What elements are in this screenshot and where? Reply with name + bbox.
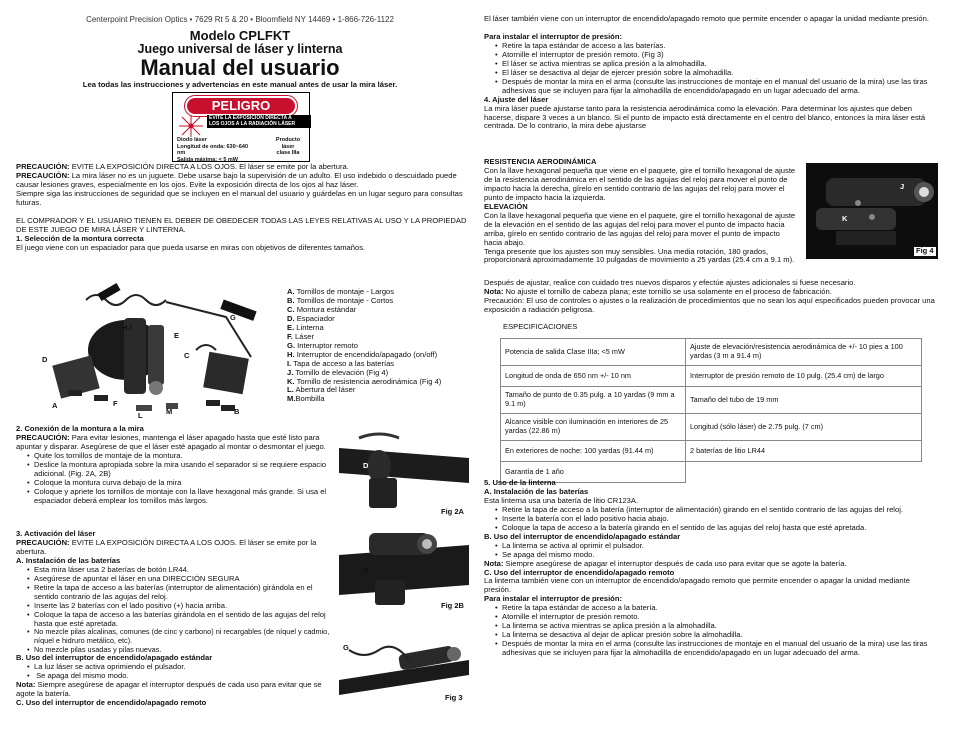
callout-D: D [42,355,48,364]
list-item: • Coloque la montura curva debajo de la mira [16,479,336,488]
table-row [501,414,922,441]
company-line: Centerpoint Precision Optics • 7629 Rt 5 & 20 • Bloomfield NY 14469 • 1-866-726-1122 [86,15,394,24]
note-text: Siempre asegúrese de apagar el interruptor después de cada uso para evitar que se agote la batería. [16,680,322,699]
part-item: M.Bombilla [287,394,325,404]
section-3-caution-text: EVITE LA EXPOSICIÓN DIRECTA A LOS OJOS. El láser se emite por la abertura. [16,537,317,556]
list-item: • El láser se activa mientras se aplica presión a la almohadilla. [484,60,939,69]
label-clase: clase IIIa [276,150,300,157]
caution-controls: Precaución: El uso de controles o ajustes o la realización de procedimientos que no sean los aquí especificados pueden provocar una exposición a radiación peligrosa. [484,295,935,314]
note-label: Nota: [16,680,36,690]
page-title: Manual del usuario [140,55,340,80]
adjust-text-wide [484,279,939,315]
fig-4-photo [806,163,938,259]
section-5c-text: La linterna también viene con un interruptor de encendido/apagado remoto que permite encender o apagar la unidad mediante presión. [484,576,910,595]
spec-cell: Tamaño de punto de 0.35 pulg. a 10 yardas (9 mm a 9.1 m) [501,387,686,414]
fig-2a-photo [339,428,469,520]
list-item: • No mezcle pilas alcalinas, comunes (de cinc y carbono) ni recargables (de níquel y cadmio, níquel e hidruro metálico, etc). [16,628,336,645]
press-title: Para instalar el interruptor de presión: [484,31,622,41]
section-5b-title: B. Uso del interruptor de encendido/apagado estándar [484,531,681,541]
section-3 [16,530,336,708]
note-text-2: Siempre asegúrese de apagar el interruptor después de cada uso para evitar que se agote la batería. [503,558,847,568]
part-item: F. Láser [287,331,315,341]
press2-title: Para instalar el interruptor de presión: [484,594,622,604]
list-item: • Asegúrese de apuntar el láser en una DIRECCIÓN SEGURA [16,575,336,584]
elevation-title: ELEVACIÓN [484,201,528,211]
section-3-title: 3. Activación del láser [16,529,96,538]
section-4-text: La mira láser puede ajustarse tanto para la resistencia aerodinámica como la elevación. Para determinar los ajustes que deben hacerse, dispare 3 veces a un blanco. Si el punto de impacto está directamente en el centro del blanco, entonces la mira láser está centrada. De lo contrario, la mira debe ajustarse [484,103,926,131]
windage-title: RESISTENCIA AERODINÁMICA [484,157,597,166]
section-2-title: 2. Conexión de la montura a la mira [16,424,144,433]
adjust-text [484,158,796,265]
part-item: E. Linterna [287,322,324,332]
list-item: • La linterna se activa mientras se aplica presión a la almohadilla. [484,622,939,631]
laser-starburst-icon [177,114,205,138]
list-item: • La linterna se activa al oprimir el pulsador. [484,542,939,551]
section-5a-text: Esta linterna usa una batería de litio CR123A. [484,495,639,505]
peligro-badge: PELIGRO [185,96,297,116]
list-item: • Atornille el interruptor de presión remoto. (Fig 3) [484,51,939,60]
note-text: No ajuste el tornillo de cabeza plana; este tornillo se usa solamente en el proceso de fabricación. [503,286,832,296]
elevation-text: Con la llave hexagonal pequeña que viene en el paquete, gire el tornillo hexagonal de ajuste de la elevación en el sentido de las agujas del reloj para mover el punto de impacto hacia arriba, gírelo en sentido contrario de las agujas del reloj para mover el punto de impacto hacia abajo. [484,210,796,247]
part-item: L. Abertura del láser [287,385,356,395]
list-item: • Coloque la tapa de acceso a las baterías girándola en el sentido de las agujas del reloj hasta que esté apretada. [16,611,336,629]
fig-3-label: Fig 3 [445,693,463,702]
spec-cell: En exteriores de noche: 100 yardas (91.44 m) [501,441,686,462]
section-2-caution-text: Para evitar lesiones, mantenga el láser apagado hasta que esté listo para apuntar y disparar. Asegúrese de que el láser esté apagado al montar o desmontar el juego. [16,432,326,451]
fig-4-callout-k: K [842,214,848,223]
list-item: • Atornille el interruptor de presión remoto. [484,613,939,622]
list-item: • Retire la tapa estándar de acceso a las baterías. [484,42,939,51]
part-item: H. Interruptor de encendido/apagado (on/off) [287,349,438,359]
spec-cell: Longitud (sólo láser) de 2.75 pulg. (7 cm) [686,414,922,441]
list-item: • La linterna se desactiva al dejar de aplicar presión sobre la almohadilla. [484,631,939,640]
after-adjust: Después de ajustar, realice con cuidado tres nuevos disparos y efectúe ajustes adicionales si fuese necesario. [484,278,856,287]
table-row [501,441,922,462]
list-item: • El láser se desactiva al dejar de ejercer presión sobre la almohadilla. [484,69,939,78]
section-3b-title: B. Uso del interruptor de encendido/apagado estándar [16,653,213,663]
part-item: J. Tornillo de elevación (Fig 4) [287,367,389,377]
table-row [501,339,922,366]
label-diodo: Diodo láser [177,137,207,143]
list-item: • Retire la tapa estándar de acceso a la batería. [484,604,939,613]
parts-list [287,288,467,404]
fig-2b-photo [339,525,469,613]
section-1-title: 1. Selección de la montura correcta [16,233,144,243]
caution-text-2: La mira láser no es un juguete. Debe usarse bajo la supervisión de un adulto. El uso indebido o descuidado puede causar lesiones graves, especialmente en los ojos. Evite la exposición directa de los ojos al haz láser. [16,170,457,189]
spec-cell: Alcance visible con iluminación en interiores de 25 yardas (22.86 m) [501,414,686,441]
spec-cell: Potencia de salida Clase IIIa; <5 mW [501,339,686,366]
caution-text-1: EVITE LA EXPOSICIÓN DIRECTA A LOS OJOS. El láser se emite por la abertura. [69,162,349,171]
list-item: • No mezcle pilas usadas y pilas nuevas. [16,646,336,655]
callout-A: A [52,401,58,410]
spec-cell: Longitud de onda de 650 nm +/- 10 nm [501,366,686,387]
spec-cell: Garantía de 1 año [501,462,686,483]
windage-text: Con la llave hexagonal pequeña que viene en el paquete, gire el tornillo hexagonal de ajuste de la resistencia aerodinámica en el sentido de las agujas del reloj para mover el punto de impacto hacia la derecha, gírelo en sentido contrario de las agujas del reloj para mover el punto de impacto hacia la izquierda. [484,165,796,202]
table-row [501,387,922,414]
list-item: • Inserte la batería con el lado positivo hacia abajo. [484,515,939,524]
fig-3-callout-g: G [343,643,349,652]
label-line-2: LOS OJOS A LA RADIACIÓN LÁSER [209,120,296,127]
section-2-caution-label: PRECAUCIÓN: [16,432,70,442]
callout-L: L [138,411,143,420]
caution-label-2: PRECAUCIÓN: [16,170,70,180]
table-row [501,366,922,387]
right-top [484,15,939,131]
caution-label-1: PRECAUCIÓN: [16,162,70,171]
part-item: K. Tornillo de resistencia aerodinámica (Fig 4) [287,376,442,386]
fig-2b-label: Fig 2B [441,601,464,610]
note-label-2: Nota: [484,558,504,568]
read-warning: Lea todas las instrucciones y advertencias en este manual antes de usar la mira láser. [82,80,398,89]
note-label: Nota: [484,286,504,296]
label-salida: Salida máxima: < 5 mW [177,156,238,163]
fig-4-callout-j: J [900,182,905,191]
section-3-caution-label: PRECAUCIÓN: [16,537,70,547]
callout-B: B [234,407,240,416]
fig-2a-label: Fig 2A [441,507,464,516]
model-title: Modelo CPLFKT [189,28,291,43]
part-item: A. Tornillos de montaje - Largos [287,287,395,296]
list-item: • Retire la tapa de acceso a la batería (interruptor de alimentación) girando en el sentido contrario de las agujas del reloj. [484,506,939,515]
part-item: G. Interruptor remoto [287,340,358,350]
callout-F: F [113,399,118,408]
list-item: • Coloque la tapa de acceso a la batería girando en el sentido de las agujas del reloj hasta que esté apretada. [484,524,939,533]
list-item: • Esta mira láser usa 2 baterías de botón LR44. [16,566,336,575]
label-laser: láser [281,143,295,150]
spec-cell: 2 baterías de litio LR44 [686,441,922,462]
label-longitud: Longitud de onda: 630~640 nm [177,143,249,157]
list-item: • Inserte las 2 baterías con el lado positivo (+) hacia arriba. [16,602,336,611]
section-2 [16,425,336,506]
parts-photo [16,270,282,422]
left-intro [16,163,469,253]
part-item: D. Espaciador [287,313,335,323]
list-item: • La luz láser se activa oprimiendo el pulsador. [16,663,336,672]
callout-HI: H,I [122,323,132,332]
section-5-title: 5. Uso de la linterna [484,478,556,487]
fig-4-label: Fig 4 [916,246,934,255]
spec-cell: Ajuste de elevación/resistencia aerodinámica de +/- 10 pies a 100 yardas (3 m a 91.4 m) [686,339,922,366]
subtitle: Juego universal de láser y linterna [137,42,343,56]
label-producto: Producto [275,137,301,143]
list-item: • Deslice la montura apropiada sobre la mira usando el separador si se requiere espacio adicional. (Fig. 2A, 2B) [16,461,336,479]
section-3a-title: A. Instalación de las baterías [16,555,121,565]
callout-E: E [174,331,180,340]
section-3c-title: C. Uso del interruptor de encendido/apagado remoto [16,698,207,708]
section-1-text: El juego viene con un espaciador para que pueda usarse en miras con objetivos de diferentes tamaños. [16,242,366,252]
danger-label [172,92,310,162]
always-follow: Siempre siga las instrucciones de seguridad que se incluyen en el manual del usuario y guárdelas en un lugar seguro para consultas futuras. [16,188,463,207]
fig-2a-callout-d: D [363,461,369,470]
part-item: C. Montura estándar [287,304,357,314]
buyer-duty: EL COMPRADOR Y EL USUARIO TIENEN EL DEBER DE OBEDECER TODAS LAS LEYES RELATIVAS AL USO Y LA PROPIEDAD DE ESTE JUEGO DE MIRA LÁSER Y LINTERNA. [16,215,467,234]
part-item: B. Tornillos de montaje - Cortos [287,295,394,305]
callout-G: G [230,313,236,322]
section-5 [484,479,939,658]
list-item: • Quite los tornillos de montaje de la montura. [16,452,336,461]
fig-2b-callout-d: D [363,566,369,575]
list-item: • Se apaga del mismo modo. [16,672,336,681]
remote-intro: El láser también viene con un interruptor de encendido/apagado remoto que permite encender o apagar la unidad mediante presión. [484,14,929,23]
label-line-1: EVITE LA EXPOSICIÓN DIRECTA A [209,115,292,121]
callout-C: C [184,351,190,360]
list-item: • Coloque y apriete los tornillos de montaje con la llave hexagonal más grande. Si usa el espaciador deberá emplear los tornillos más largos. [16,488,336,506]
fig-3-photo [339,630,469,706]
sensitivity-note: Tenga presente que los ajustes son muy sensibles. Una media rotación, 180 grados, proporcionará aproximadamente 10 pulgadas de movimiento a 25 yardas (25.4 cm a 9.1 m). [484,246,795,265]
list-item: • Retire la tapa de acceso a las baterías (interruptor de alimentación) girándola en el sentido contrario de las agujas del reloj. [16,584,336,602]
list-item: • Después de montar la mira en el arma (consulte las instrucciones de montaje en el manual del usuario de la mira) use las tiras adhesivas que se incluyen para fijar la almohadilla de encendido/apagado en un lugar adecuado del arma. [484,78,939,96]
spec-cell: Interruptor de presión remoto de 10 pulg. (25.4 cm) de largo [686,366,922,387]
list-item: • Se apaga del mismo modo. [484,551,939,560]
spec-title: ESPECIFICACIONES [503,322,578,331]
section-4-title: 4. Ajuste del láser [484,94,549,104]
list-item: • Después de montar la mira en el arma (consulte las instrucciones de montaje en el manual del usuario de la mira) use las tiras adhesivas que se incluyen para fijar la almohadilla de encendido/apagado en un lugar adecuado del arma. [484,640,939,658]
section-5c-title: C. Uso del interruptor de encendido/apagado remoto [484,567,675,577]
part-item: I. Tapa de acceso a las baterías [287,358,395,368]
section-5a-title: A. Instalación de las baterías [484,486,589,496]
spec-table [500,338,922,483]
callout-M: M [166,407,173,416]
spec-cell: Tamaño del tubo de 19 mm [686,387,922,414]
